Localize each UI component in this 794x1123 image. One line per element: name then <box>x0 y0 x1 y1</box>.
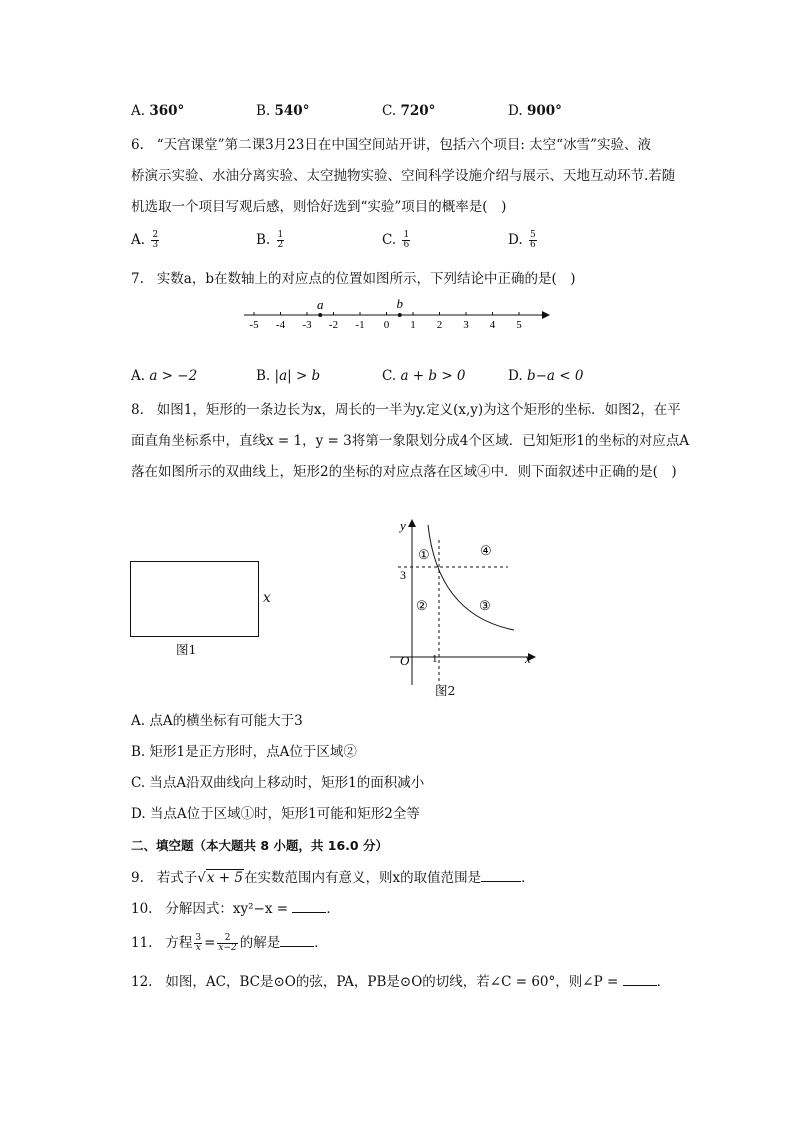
point-a-label: a <box>317 297 324 312</box>
q12-question: 12. 如图，AC，BC是⊙O的弦，PA，PB是⊙O的切线，若∠C = 60°，则∠P = ． <box>131 974 671 990</box>
q7-question: 7. 实数a，b在数轴上的对应点的位置如图所示，下列结论中正确的是( ) <box>131 271 576 287</box>
figure1-caption: 图1 <box>176 642 197 657</box>
number-line-tick-label: 0 <box>383 319 390 331</box>
figure2-graph <box>380 515 550 705</box>
region-1-label: ① <box>418 547 430 562</box>
number-line-tick-label: -4 <box>275 319 286 331</box>
q8-line-2: 面直角坐标系中，直线x = 1，y = 3将第一象限划分成4个区域．已知矩形1的坐标的对应点A <box>131 433 690 449</box>
q11-question: 11. 方程 $\frac{3}{x}$ = $\frac{2}{x-2}$ 的解是 ． <box>131 933 328 953</box>
q6-option-c: C. $\frac{1}{6}$ <box>382 230 410 250</box>
q7-option-c: C. a + b > 0 <box>382 368 466 384</box>
q6-line-3: 机选取一个项目写观后感，则恰好选到“实验”项目的概率是( ) <box>131 199 507 215</box>
q8-option-d: D. 当点A位于区域①时，矩形1可能和矩形2全等 <box>131 806 420 822</box>
q7-option-d: D. b−a < 0 <box>508 368 584 384</box>
q8-line-1: 8. 如图1，矩形的一条边长为x，周长的一半为y.定义(x,y)为这个矩形的坐标．如图2，在平 <box>131 402 681 418</box>
point-b-label: b <box>396 296 403 311</box>
point-b-dot <box>398 313 402 317</box>
number-line-arrow <box>542 311 550 319</box>
q5-option-a: A. 360° <box>131 103 185 119</box>
q5-option-d: D. 900° <box>508 103 562 119</box>
y-axis-arrow <box>408 519 416 527</box>
q6-option-b: B. $\frac{1}{2}$ <box>256 230 284 250</box>
q9-question: 9. 若式子√x + 5在实数范围内有意义，则x的取值范围是 ． <box>131 870 535 886</box>
number-line-tick-label: -3 <box>302 319 312 331</box>
origin-label: O <box>400 653 410 668</box>
figure1-rectangle <box>130 561 259 637</box>
q8-option-a: A. 点A的横坐标有可能大于3 <box>131 713 303 729</box>
region-4-label: ④ <box>480 543 492 558</box>
q8-option-b: B. 矩形1是正方形时，点A位于区域② <box>131 744 357 760</box>
number-line-tick-label: 5 <box>516 319 522 331</box>
number-line-figure <box>240 295 560 335</box>
number-line-tick-label: 4 <box>489 319 496 331</box>
region-2-label: ② <box>416 598 428 613</box>
q6-line-2: 桥演示实验、水油分离实验、太空抛物实验、空间科学设施介绍与展示、天地互动环节.若随 <box>131 168 676 184</box>
q12-answer-blank[interactable] <box>623 973 657 986</box>
q6-option-d: D. $\frac{5}{6}$ <box>508 230 536 250</box>
q7-option-b: B. |a| > b <box>256 368 321 384</box>
q5-option-c: C. 720° <box>382 103 436 119</box>
number-line-tick-label: -5 <box>249 319 259 331</box>
q6-line-1: 6. “天宫课堂”第二课3月23日在中国空间站开讲，包括六个项目: 太空“冰雪”实验、液 <box>131 137 651 153</box>
q8-option-c: C. 当点A沿双曲线向上移动时，矩形1的面积减小 <box>131 775 425 791</box>
number-line-tick-label: 3 <box>463 319 469 331</box>
number-line-tick-label: 2 <box>436 319 443 331</box>
q5-option-b: B. 540° <box>256 103 310 119</box>
section-2-heading: 二、填空题（本大题共 8 小题，共 16.0 分） <box>131 838 388 853</box>
number-line-tick-label: -2 <box>328 319 339 331</box>
x-axis-label: x <box>525 651 531 666</box>
q9-radicand: x + 5 <box>206 870 243 886</box>
tick-label-y: 3 <box>400 568 406 582</box>
number-line-tick-label: 1 <box>410 319 416 331</box>
tick-label-x: 1 <box>432 653 438 665</box>
point-a-dot <box>318 313 322 317</box>
region-3-label: ③ <box>479 598 491 613</box>
figure2-caption: 图2 <box>435 683 456 698</box>
y-axis-label: y <box>400 518 406 533</box>
number-line-tick-label: -1 <box>355 319 365 331</box>
q6-number: 6. <box>131 137 144 153</box>
q6-option-a: A. $\frac{2}{3}$ <box>131 230 159 250</box>
figure1-side-label: x <box>263 590 271 606</box>
q11-answer-blank[interactable] <box>280 934 314 947</box>
hyperbola-curve <box>428 525 514 630</box>
q10-question: 10. 分解因式：xy²−x = ． <box>131 901 340 917</box>
q9-answer-blank[interactable] <box>481 869 521 882</box>
q8-line-3: 落在如图所示的双曲线上，矩形2的坐标的对应点落在区域④中．则下面叙述中正确的是( ) <box>131 464 677 480</box>
q10-answer-blank[interactable] <box>292 900 326 913</box>
q7-option-a: A. a > −2 <box>131 368 198 384</box>
